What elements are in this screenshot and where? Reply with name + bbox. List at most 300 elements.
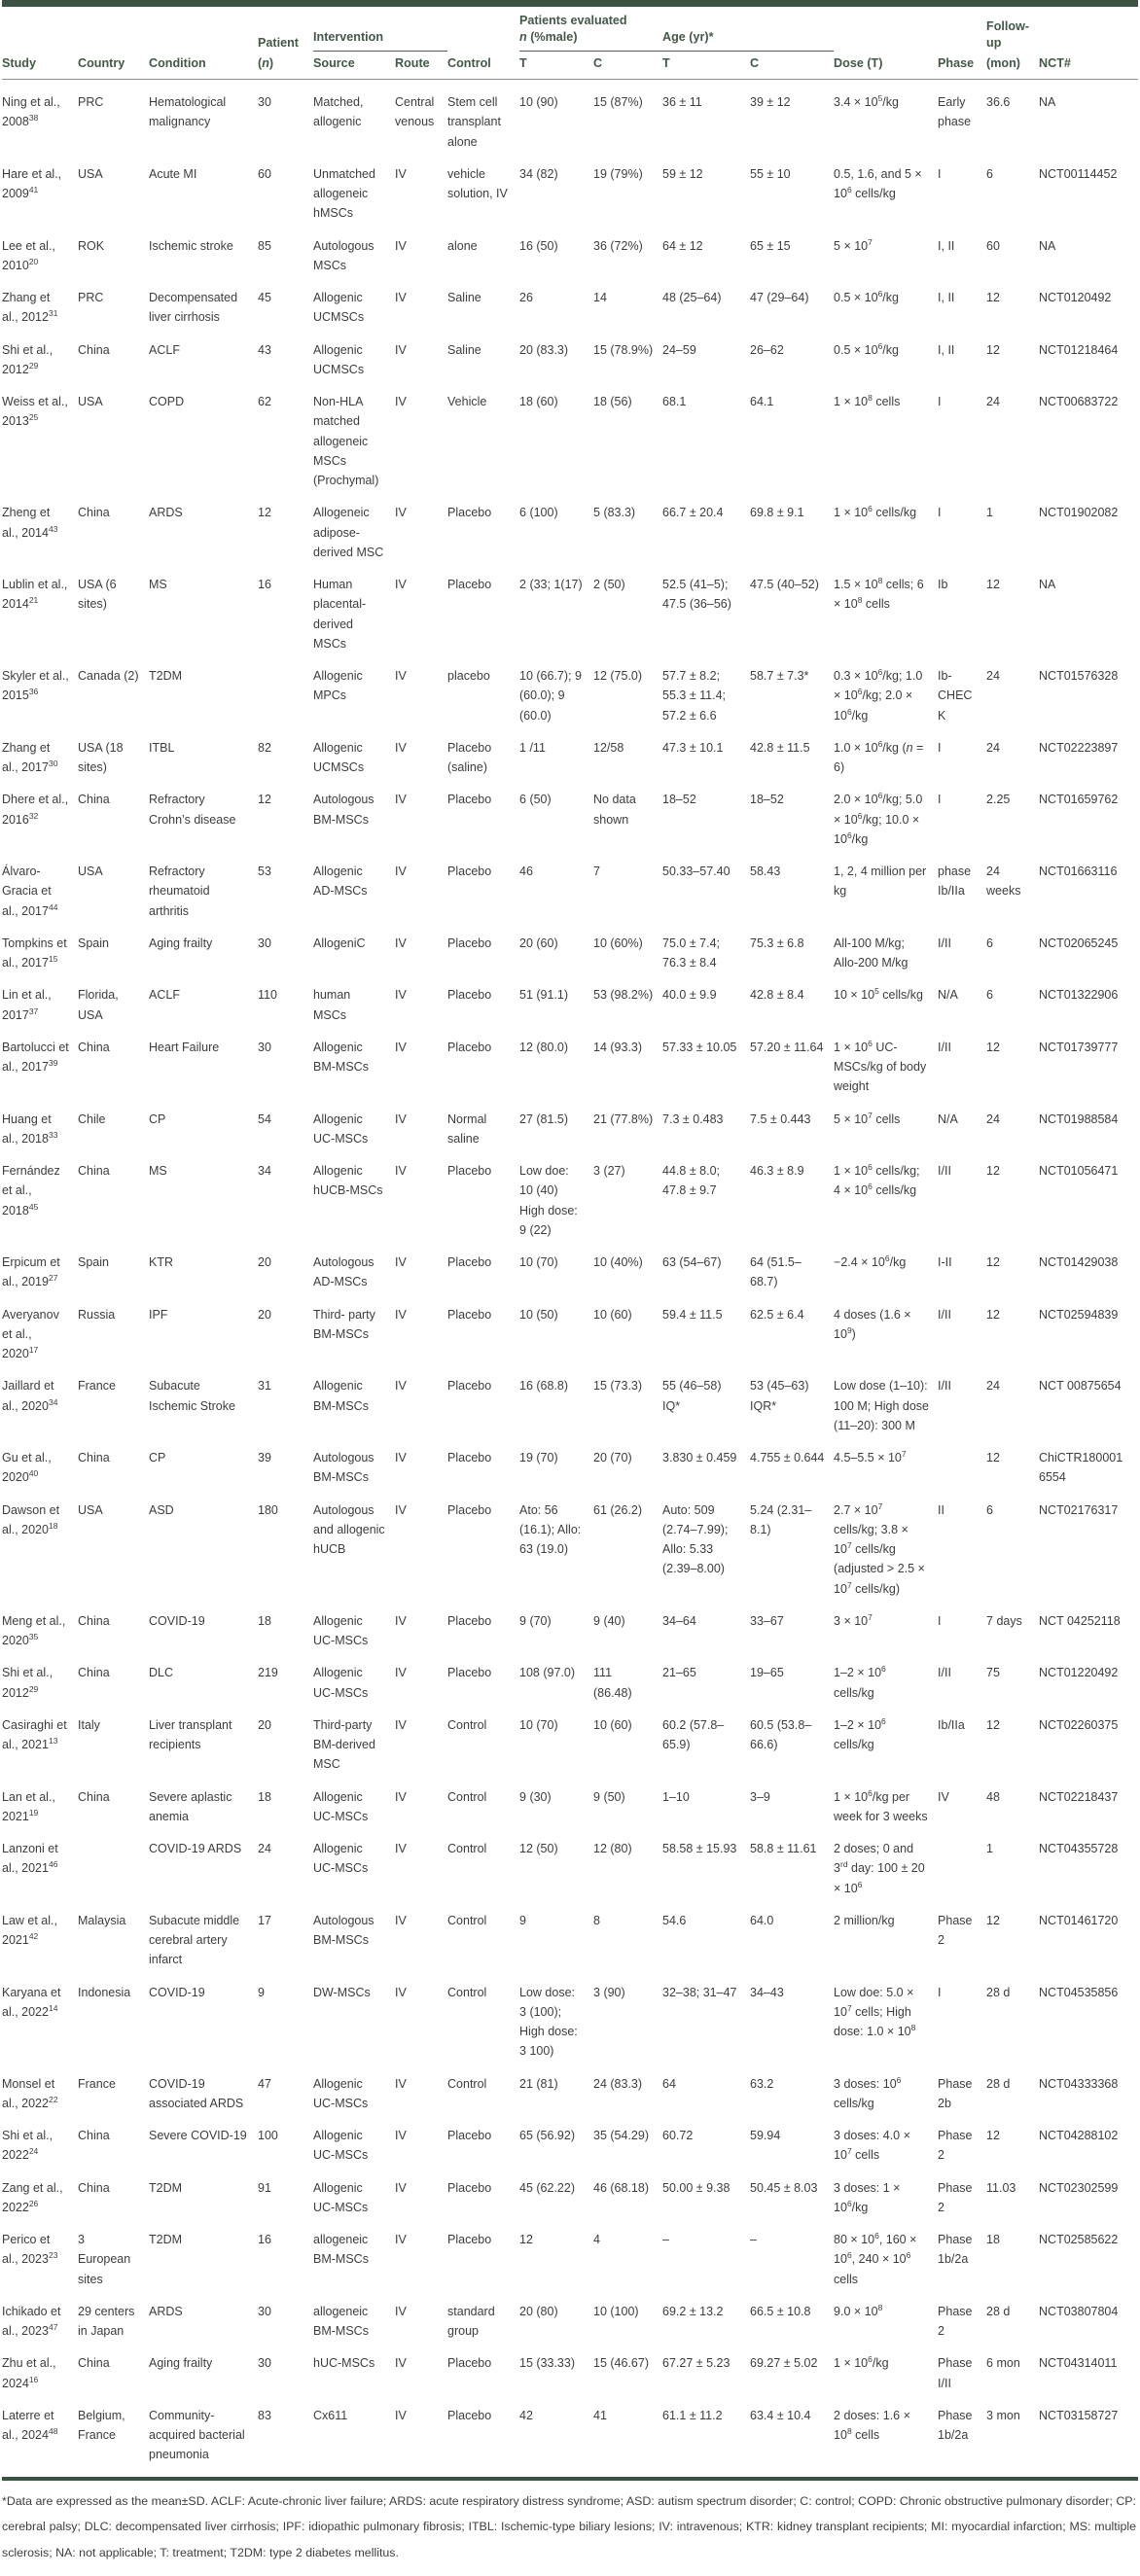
cell: Skyler et al., 2015$^{36}$ (2, 669, 69, 703)
cell: 12 (986, 1451, 1000, 1464)
cell: Lin et al., 2017$^{37}$ (2, 988, 52, 1022)
cell: ARDS (149, 506, 183, 520)
cell: NCT03158727 (1039, 2408, 1119, 2422)
cell: Placebo (447, 1040, 492, 1054)
cell: Russia (78, 1307, 116, 1322)
cell: NCT01902082 (1039, 506, 1119, 520)
cell: 6 (986, 166, 993, 181)
cell: $3.4 \times 10^5/kg$ (834, 92, 899, 109)
table-row (2, 1150, 1138, 1242)
cell: China (78, 506, 110, 520)
cell: Community-acquired bacterial pneumonia (149, 2408, 245, 2462)
cell: Law et al., 2021$^{42}$ (2, 1913, 57, 1947)
cell: 64 ± 12 (662, 238, 703, 253)
cell: 27 (81.5) (519, 1112, 569, 1126)
cell: Allogenic UC-MSCs (313, 1842, 369, 1876)
cell: Severe COVID-19 (149, 2129, 247, 2142)
cell: allogeneic BM-MSCs (313, 2233, 369, 2267)
cell: 3 (90) (593, 1985, 625, 1999)
cell: COVID-19 associated ARDS (149, 2076, 244, 2110)
cell: T2DM (149, 2180, 183, 2195)
cell: Normal saline (447, 1112, 487, 1146)
cell: Allogenic BM-MSCs (313, 1379, 369, 1413)
cell: – (750, 2233, 757, 2246)
cell: 61 (26.2) (593, 1502, 643, 1517)
cell: 16 (68.8) (519, 1379, 569, 1394)
cell: 19 (70) (519, 1451, 558, 1464)
cell: NCT01659762 (1039, 793, 1119, 807)
cell: 100 (258, 2129, 278, 2142)
col-header-followup: Follow-up (986, 18, 1030, 50)
cell: I (938, 395, 942, 408)
cell: Third- party BM-MSCs (313, 1307, 375, 1341)
cell: 18–52 (662, 793, 696, 807)
cell: NCT 04252118 (1039, 1613, 1121, 1628)
cell: 65 (56.92) (519, 2129, 575, 2142)
cell: 41 (593, 2408, 607, 2422)
cell: 12 (258, 506, 271, 520)
cell: 64 (51.5–68.7) (750, 1255, 802, 1289)
cell: Spain (78, 1255, 109, 1269)
col-header-age-t: T (662, 52, 750, 80)
cell: IV (395, 1451, 407, 1464)
cell: 46.3 ± 8.9 (750, 1164, 804, 1178)
cell: NCT04355728 (1039, 1842, 1119, 1855)
cell: Low dose: 3 (100); High dose: 3 100) (519, 1985, 578, 2059)
cell: 28 d (986, 2304, 1011, 2318)
cell: Allogenic UCMSCs (313, 291, 365, 325)
cell: IV (395, 1502, 407, 1517)
cell: IV (395, 1040, 407, 1054)
cell: Placebo (447, 578, 492, 591)
table-row (2, 2395, 1138, 2467)
cell: Vehicle (447, 395, 487, 408)
cell: 18 (56) (593, 395, 632, 408)
cell: $5 \times 10^7$ cells (834, 1110, 901, 1126)
cell: 4 (593, 2233, 600, 2246)
cell: Auto: 509 (2.74–7.99); Allo: 5.33 (2.39–8.00) (662, 1502, 729, 1576)
cell (258, 655, 313, 727)
col-header-route: Route (395, 52, 447, 80)
cell: Bartolucci et al., 2017$^{39}$ (2, 1040, 69, 1074)
cell: 9 (258, 1985, 265, 1999)
cell: IV (938, 1789, 949, 1804)
cell: NCT02302599 (1039, 2180, 1119, 2195)
cell: Phase 1b/2a (938, 2408, 973, 2442)
cell: IV (395, 2408, 407, 2422)
cell: NCT00683722 (1039, 395, 1119, 408)
cell: Phase 2 (938, 2304, 973, 2338)
cell: 12 (986, 342, 1000, 357)
cell: 68.1 (662, 395, 687, 408)
cell: Early phase (938, 95, 972, 129)
cell: Placebo (447, 793, 492, 807)
cell: NA (1039, 95, 1056, 109)
cell: 24 (986, 395, 1000, 408)
cell: Lan et al., 2021$^{19}$ (2, 1789, 55, 1823)
table-row (2, 564, 1138, 655)
cell: 24 weeks (986, 865, 1021, 899)
table-row (2, 1027, 1138, 1099)
cell: IV (395, 865, 407, 878)
cell: 15 (73.3) (593, 1379, 643, 1394)
cell: 2.25 (986, 793, 1011, 807)
cell: China (78, 1451, 110, 1464)
cell: 52.5 (41–5); 47.5 (36–56) (662, 578, 731, 612)
cell: 15 (46.67) (593, 2356, 649, 2371)
cell: IV (395, 1112, 407, 1126)
cell: 62.5 ± 6.4 (750, 1307, 804, 1322)
cell: 63.2 (750, 2076, 774, 2091)
cell: 30 (258, 935, 271, 950)
cell: 85 (258, 238, 271, 253)
cell: 60.2 (57.8–65.9) (662, 1717, 725, 1751)
table-row (2, 277, 1138, 330)
cell: N/A (938, 988, 958, 1003)
cell: NCT01429038 (1039, 1255, 1119, 1269)
cell: 60 (986, 238, 1000, 253)
cell: NCT 00875654 (1039, 1379, 1122, 1394)
cell: 55 ± 10 (750, 166, 791, 181)
cell: 2 million/kg (834, 1913, 895, 1927)
cell: Ning et al., 2008$^{38}$ (2, 95, 60, 129)
cell: China (78, 1613, 110, 1628)
cell: 9 (519, 1913, 526, 1927)
cell: $1 \times 10^6/kg$ per week for 3 weeks (834, 1787, 928, 1823)
cell: 11.03 (986, 2180, 1016, 2195)
table-row (2, 2064, 1138, 2116)
cell: 21 (81) (519, 2076, 558, 2091)
cell: 91 (258, 2180, 271, 2195)
cell: $1-2 \times 10^6$ cells/kg (834, 1664, 886, 1700)
cell: 34 (82) (519, 166, 558, 181)
cell: Allogenic UCMSCs (313, 342, 365, 376)
table-header (2, 7, 1138, 80)
cell: USA (18 sites) (78, 740, 124, 774)
table-row (2, 1828, 1138, 1900)
cell: USA (6 sites) (78, 578, 117, 612)
cell: I (938, 1985, 942, 1999)
cell: 9 (40) (593, 1613, 625, 1628)
cell: Placebo (saline) (447, 740, 492, 774)
cell: 12 (986, 2129, 1000, 2142)
cell: 18 (986, 2233, 1000, 2246)
cell: NCT01988584 (1039, 1112, 1119, 1126)
cell: Placebo (447, 1255, 492, 1269)
cell: placebo (447, 669, 490, 683)
cell: 12 (519, 2233, 533, 2246)
cell: Italy (78, 1717, 100, 1732)
cell: Cx611 (313, 2408, 348, 2422)
cell: 3 mon (986, 2408, 1020, 2422)
table-row (2, 1705, 1138, 1777)
cell: 24 (986, 1112, 1000, 1126)
cell: MS (149, 578, 167, 591)
cell: I, II (938, 291, 955, 304)
cell: 39 ± 12 (750, 95, 791, 109)
cell: IV (395, 1613, 407, 1628)
cell: $2.7 \times 10^7$ cells/kg; $3.8 \times 10^7$ cells/kg (adjusted > $2.5 \times 10^7$ cells/kg) (834, 1500, 925, 1596)
cell: IV (395, 669, 407, 683)
cell: Placebo (447, 1666, 492, 1680)
table-row (2, 2219, 1138, 2291)
cell: IV (395, 342, 407, 357)
table-row (2, 381, 1138, 492)
cell: Placebo (447, 2129, 492, 2142)
cell: 75.0 ± 7.4; 76.3 ± 8.4 (662, 935, 720, 970)
cell: Hematological malignancy (149, 95, 227, 129)
cell: 64 (662, 2076, 676, 2091)
cell: 42.8 ± 8.4 (750, 988, 804, 1003)
cell: Autologous and allogenic hUCB (313, 1502, 385, 1556)
cell: 10 (60) (593, 1307, 632, 1322)
col-header-patient: Patient (258, 35, 299, 50)
cell: 12 (75.0) (593, 669, 643, 683)
cell: CP (149, 1112, 166, 1126)
cell: 111 (86.48) (593, 1666, 632, 1700)
cell: COPD (149, 395, 185, 408)
cell: Control (447, 1789, 487, 1804)
cell: 20 (83.3) (519, 342, 569, 357)
cell: $1.5 \times 10^8$ cells; $6 \times 10^8$ cells (834, 575, 924, 612)
cell: Central venous (395, 95, 435, 129)
cell: 6 (986, 988, 993, 1003)
table-row (2, 1777, 1138, 1829)
col-header-patient-n: (n) (258, 52, 313, 80)
cell: NCT02176317 (1039, 1502, 1119, 1517)
cell: KTR (149, 1255, 173, 1269)
cell (938, 1828, 986, 1900)
cell: 10 (66.7); 9 (60.0); 9 (60.0) (519, 669, 582, 723)
cell: 2 doses: $1.6 \times 10^8$ cells (834, 2408, 910, 2442)
cell: Placebo (447, 2180, 492, 2195)
table-row (2, 923, 1138, 975)
cell: I/II (938, 1307, 951, 1322)
cell: Allogenic UC-MSCs (313, 1613, 369, 1647)
cell: IV (395, 395, 407, 408)
cell: Lublin et al., 2014$^{21}$ (2, 578, 68, 612)
cell: I (938, 740, 942, 755)
cell: 5 (83.3) (593, 506, 636, 520)
cell: 69.27 ± 5.02 (750, 2356, 818, 2371)
cell: 58.7 ± 7.3* (750, 669, 809, 683)
cell: IV (395, 2233, 407, 2246)
cell: Allogenic UCMSCs (313, 740, 365, 774)
cell: Florida, USA (78, 988, 119, 1022)
cell: Zhu et al., 2024$^{16}$ (2, 2356, 56, 2390)
cell: IV (395, 2356, 407, 2371)
cell: 12 (986, 1040, 1000, 1054)
cell: 53 (98.2%) (593, 988, 654, 1003)
cell: 32–38; 31–47 (662, 1985, 737, 1999)
cell: Shi et al., 2012$^{29}$ (2, 342, 53, 376)
cell: Placebo (447, 1164, 492, 1178)
cell: NCT04535856 (1039, 1985, 1119, 1999)
col-header-condition: Condition (149, 7, 258, 80)
cell: Placebo (447, 1451, 492, 1464)
cell: France (78, 2076, 116, 2091)
cell: II (938, 1502, 944, 1517)
cell: Ib (938, 578, 948, 591)
cell: NCT00114452 (1039, 166, 1118, 181)
cell: Allogenic AD-MSCs (313, 865, 368, 899)
table-row (2, 1972, 1138, 2064)
cell: 20 (80) (519, 2304, 558, 2318)
cell: China (78, 793, 110, 807)
cell: 36 (72%) (593, 238, 643, 253)
table-row (2, 330, 1138, 382)
cell: 10 (60) (593, 1717, 632, 1732)
cell: Belgium, France (78, 2408, 125, 2442)
cell: Chile (78, 1112, 106, 1126)
cell: 12 (258, 793, 271, 807)
cell: IV (395, 1379, 407, 1394)
cell: 219 (258, 1666, 278, 1680)
table-row (2, 655, 1138, 727)
cell: USA (78, 166, 103, 181)
cell: 66.7 ± 20.4 (662, 506, 724, 520)
table-row (2, 727, 1138, 780)
cell: $0.5 \times 10^6/kg$ (834, 340, 899, 357)
cell: Autologous BM-MSCs (313, 793, 374, 827)
cell: 14 (93.3) (593, 1040, 643, 1054)
cell: 16 (258, 578, 271, 591)
cell: IPF (149, 1307, 168, 1322)
col-header-nct: NCT# (1039, 7, 1138, 80)
cell: Phase I/II (938, 2356, 973, 2390)
cell: IV (395, 1717, 407, 1732)
cell: 31 (258, 1379, 271, 1394)
cell: 2 (33; 1(17) (519, 578, 583, 591)
cell: 1–10 (662, 1789, 690, 1804)
cell: DLC (149, 1666, 174, 1680)
cell: 30 (258, 2356, 271, 2371)
cell: Heart Failure (149, 1040, 220, 1054)
cell: 45 (62.22) (519, 2180, 575, 2195)
cell: 8 (593, 1913, 600, 1927)
table-row (2, 974, 1138, 1027)
cell: 3 (27) (593, 1164, 625, 1178)
cell: IV (395, 166, 407, 181)
cell: NCT01322906 (1039, 988, 1119, 1003)
cell: USA (78, 1502, 103, 1517)
cell: 69.2 ± 13.2 (662, 2304, 724, 2318)
cell: Saline (447, 291, 481, 304)
col-header-country: Country (78, 7, 149, 80)
cell: 1 (986, 1842, 993, 1855)
cell: 50.00 ± 9.38 (662, 2180, 730, 2195)
col-header-age-c: C (750, 52, 834, 80)
cell: 10 (50) (519, 1307, 558, 1322)
cell: Placebo (447, 1502, 492, 1517)
table-row (2, 1294, 1138, 1366)
cell: Ato: 56 (16.1); Allo: 63 (19.0) (519, 1502, 582, 1556)
cell: 4.755 ± 0.644 (750, 1451, 825, 1464)
cell: NCT01576328 (1039, 669, 1119, 683)
cell: Aging frailty (149, 2356, 213, 2371)
cell: Placebo (447, 1379, 492, 1394)
cell: COVID-19 (149, 1613, 205, 1628)
cell: Subacute Ischemic Stroke (149, 1379, 235, 1413)
cell: 34–43 (750, 1985, 784, 1999)
cell: 53 (45–63) IQR* (750, 1379, 809, 1413)
cell: 26–62 (750, 342, 784, 357)
cell: 4 doses $(1.6 \times 10^9)$ (834, 1307, 911, 1341)
cell: I/II (938, 1379, 951, 1394)
cell: USA (78, 865, 103, 878)
table-row (2, 2291, 1138, 2344)
cell: 58.43 (750, 865, 781, 878)
cell: 24 (986, 740, 1000, 755)
cell: 9 (70) (519, 1613, 552, 1628)
cell: Aging frailty (149, 935, 213, 950)
cell: 12 (80) (593, 1842, 632, 1855)
cell: COVID-19 (149, 1985, 205, 1999)
cell: 24 (83.3) (593, 2076, 643, 2091)
cell: NCT01056471 (1039, 1164, 1119, 1178)
cell: Placebo (447, 506, 492, 520)
cell: 12 (986, 1913, 1000, 1927)
cell: 3–9 (750, 1789, 770, 1804)
cell: 65 ± 15 (750, 238, 791, 253)
cell: China (78, 342, 110, 357)
cell: NCT02585622 (1039, 2233, 1119, 2246)
cell: 47.3 ± 10.1 (662, 740, 724, 755)
cell: $5 \times 10^7$ (834, 236, 873, 253)
cell: Monsel et al., 2022$^{22}$ (2, 2076, 58, 2110)
cell: China (78, 2129, 110, 2142)
cell: 67.27 ± 5.23 (662, 2356, 730, 2371)
cell: 60.72 (662, 2129, 694, 2142)
cell: 30 (258, 1040, 271, 1054)
table-row (2, 1099, 1138, 1151)
cell: Liver transplant recipients (149, 1717, 232, 1751)
cell: hUC-MSCs (313, 2356, 375, 2371)
cell: Ischemic stroke (149, 238, 233, 253)
cell: NA (1039, 238, 1056, 253)
cell: $4.5-5.5 \times 10^7$ (834, 1448, 907, 1464)
table-row (2, 2343, 1138, 2395)
cell: Refractory Crohn’s disease (149, 793, 236, 827)
cell: Human placental-derived MSCs (313, 578, 367, 651)
table-top-rule (2, 0, 1138, 7)
table-row (2, 851, 1138, 923)
cell: France (78, 1379, 116, 1394)
cell: 18–52 (750, 793, 784, 807)
cell: 12 (986, 1255, 1000, 1269)
cell: 20 (258, 1255, 271, 1269)
cell: Control (447, 1985, 487, 1999)
cell: China (78, 1789, 110, 1804)
cell: 50.45 ± 8.03 (750, 2180, 818, 2195)
cell: ChiCTR1800016554 (1039, 1451, 1123, 1485)
cell: 57.7 ± 8.2; 55.3 ± 11.4; 57.2 ± 6.6 (662, 669, 727, 723)
cell: 12 (986, 1164, 1000, 1178)
cell: N/A (938, 1112, 958, 1126)
cell (78, 1828, 149, 1900)
cell: Autologous BM-MSCs (313, 1451, 374, 1485)
cell: $1 \times 10^6/kg$ (834, 2354, 889, 2371)
cell: USA (78, 395, 103, 408)
cell: 61.1 ± 11.2 (662, 2408, 723, 2422)
table-row (2, 2168, 1138, 2220)
cell: IV (395, 1164, 407, 1178)
cell: 24–59 (662, 342, 696, 357)
cell: 17 (258, 1913, 271, 1927)
col-header-dose: Dose (T) (834, 7, 938, 80)
cell: 12 (50) (519, 1842, 558, 1855)
cell: Lanzoni et al., 2021$^{46}$ (2, 1842, 58, 1876)
